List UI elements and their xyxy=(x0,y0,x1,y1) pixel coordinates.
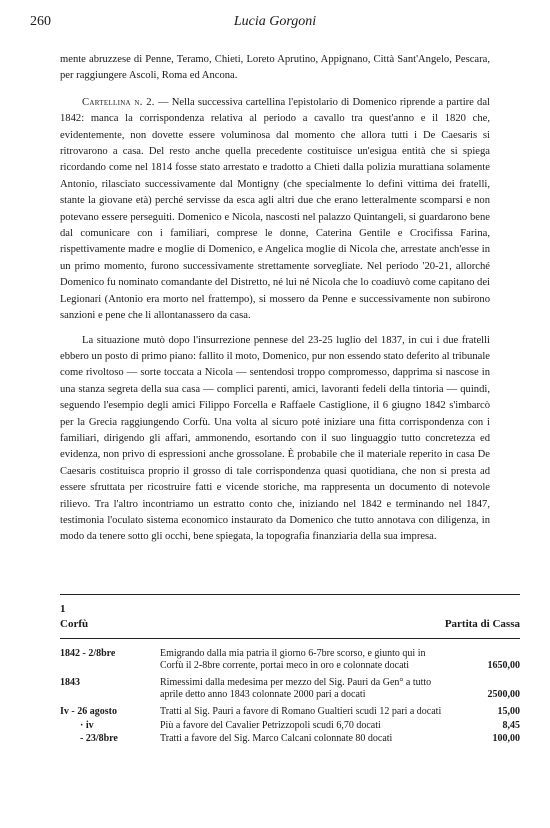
entry-amount: 2500,00 xyxy=(487,688,520,700)
page-header xyxy=(30,14,520,36)
ledger-entry xyxy=(60,677,520,700)
ledger-number: 1 xyxy=(60,603,66,615)
ledger-heading-left: Corfù xyxy=(60,618,89,630)
ledger-heading-right: Partita di Cassa xyxy=(444,618,520,630)
entry-amount: 8,45 xyxy=(502,719,520,731)
paragraph-3: La situazione mutò dopo l'insurrezione pennese del 23-25 luglio del 1837, in cui i due fratelli ebbero un posto di primo piano: fallito il moto, Domenico, pur non essendo stato deferito al tribunale come rivoltoso — sorte toccata a Nicola — sentendosi troppo compromesso, dapprima si nascose in una stanza segreta della sua casa — complici parenti, amici, lavoranti fedeli della tintoria — quindi, seguendo l'esempio degli amici Filippo Forcella e Raffaele Castiglione, il 6 giugno 1842 s'imbarcò per la Grecia raggiungendo Corfù. Una volta al sicuro poté iniziare una fitta corrispondenza con i familiari, dirigendo gli affari, ammonendo, esortando con il suo linguaggio tutto concretezza ed evidenza, non privo di espressioni anche grossolane. È probabile che il materiale reperito in casa De Caesaris costituisca proprio il grosso di tale corrispondenza quasi quotidiana, che non si presta ad essere sfruttata per ricostruire fatti e vicende storiche, ma rappresenta un documento di notevole rilievo. Tra l'altro incontriamo un estratto conto che, iniziando nel 1842 e terminando nel 1847, testimonia l'oculato sistema economico instaurato da Domenico che tutto annotava con diligenza, in modo da tenere sotto gli occhi, bene spiegata, la topografia finanziaria della sua impresa. xyxy=(60,334,490,543)
page-number: 260 xyxy=(30,14,51,29)
entry-description: Tratti al Sig. Pauri a favore di Romano Gualtieri scudi 12 pari a docati xyxy=(160,706,442,717)
entry-description: Rimessimi dalla medesima per mezzo del Sig. Pauri da Gen° a tutto aprile detto anno 1843 colonnate 2000 pari a docati xyxy=(160,677,432,700)
running-head: Lucia Gorgoni xyxy=(233,14,317,29)
entry-description: Emigrando dalla mia patria il giorno 6-7bre scorso, e giunto qui in Corfù il 2-8bre corrente, portai meco in oro e colonnate docati xyxy=(160,648,426,671)
ledger-entry xyxy=(60,720,520,732)
ledger-entries xyxy=(60,648,520,745)
entry-date: · iv xyxy=(80,719,94,731)
paragraph-1: mente abruzzese di Penne, Teramo, Chieti, Loreto Aprutino, Appignano, Città Sant'Angelo, Pescara, per raggiungere Ascoli, Roma ed Ancona. xyxy=(60,54,490,82)
cartellina-label: Cartellina n. 2. xyxy=(82,96,155,108)
entry-date: Iv - 26 agosto xyxy=(60,706,117,717)
paragraph-2-text: — Nella successiva cartellina l'epistolario di Domenico riprende a partire dal 1842: manca la corrispondenza relativa al periodo a cavallo tra quest'anno e il 1820 che, evidentemente, non dovette essere voluminosa dal momento che allora tutti i De Caesaris si ritrovarono a casa. Del resto anche quella precedente costituisce un'esigua entità che si spiega ricordando come nel 1814 fosse stato arrestato e tradotto a Chieti dalla polizia murattiana solamente Antonio, rilasciato successivamente dal Montigny (che specialmente lo definì vittima dei fratelli, stante la giovane età) perché servisse da esca agli altri due che erano letteralmente scomparsi e non potevano essere perseguiti. Domenico e Nicola, nascosti nel palazzo Quintangeli, si guardarono bene dal comunicare con i familiari, comprese le donne, Caterina Gentile e Crocifissa Farina, rispettivamente madre e moglie di Domenico, e Angelica moglie di Nicola che, arrestate anch'esse in un primo momento, furono successivamente strettamente sorvegliate. Nel periodo '20-21, allorché Domenico fu nominato comandante del Distretto, né lui né Nicola che lo coadiuvò come capitano dei Legionari (Antonio era morto nel frattempo), si mossero da Penne e successivamente non subirono sanzioni e pene che li allontanassero da casa. xyxy=(60,96,490,322)
ledger-entry xyxy=(60,648,520,671)
entry-description: Tratti a favore del Sig. Marco Calcani colonnate 80 docati xyxy=(160,733,393,744)
body-text xyxy=(60,52,490,554)
entry-description: Più a favore del Cavalier Petrizzopoli scudi 6,70 docati xyxy=(160,719,381,731)
entry-amount: 100,00 xyxy=(492,733,520,744)
ledger-divider xyxy=(60,638,520,639)
ledger-entry xyxy=(60,706,520,718)
entry-date: - 23/8bre xyxy=(80,733,118,744)
ledger-entry xyxy=(60,733,520,745)
paragraph-2 xyxy=(60,95,490,325)
section-divider xyxy=(60,594,520,595)
entry-amount: 15,00 xyxy=(497,706,520,717)
entry-date: 1843 xyxy=(60,677,80,688)
entry-amount: 1650,00 xyxy=(487,659,520,671)
entry-date: 1842 - 2/8bre xyxy=(60,648,116,659)
